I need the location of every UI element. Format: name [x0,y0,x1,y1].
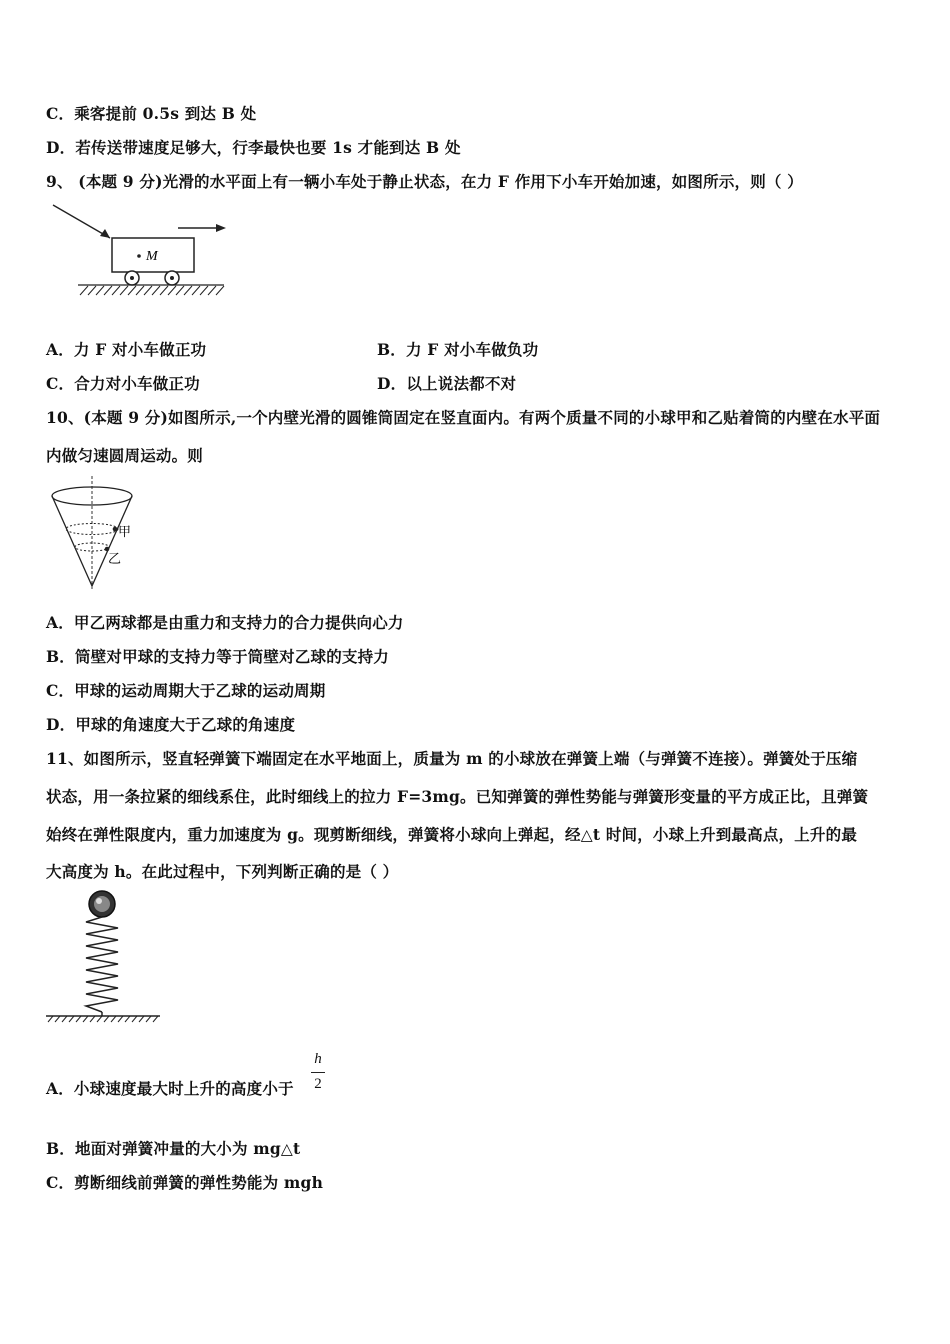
q9-option-d: D．以上说法都不对 [377,374,517,393]
q9-stem: 9、 (本题 9 分)光滑的水平面上有一辆小车处于静止状态，在力 F 作用下小车开始加速，如图所示，则（ ） [46,172,803,191]
q11-option-c: C．剪断细线前弹簧的弹性势能为 mgh [46,1173,324,1192]
q10-option-a: A．甲乙两球都是由重力和支持力的合力提供向心力 [46,613,404,632]
cart-figure [48,200,238,300]
q8-option-c: C．乘客提前 0.5s 到达 B 处 [46,104,257,123]
q9-option-a: A．力 F 对小车做正功 [46,340,207,359]
q10-stem-line1: 10、(本题 9 分)如图所示,一个内壁光滑的圆锥筒固定在竖直面内。有两个质量不同的小球甲和乙贴着筒的内壁在水平面 [46,408,881,427]
q8-option-d: D．若传送带速度足够大，行李最快也要 1s 才能到达 B 处 [46,138,461,157]
fraction-numerator: h [314,1051,322,1067]
q9-option-c: C．合力对小车做正功 [46,374,200,393]
spring-figure [44,888,164,1024]
q10-option-d: D．甲球的角速度大于乙球的角速度 [46,715,296,734]
cart-mass-label: M [146,249,158,264]
q10-option-b: B．筒壁对甲球的支持力等于筒壁对乙球的支持力 [46,647,390,666]
q9-option-b: B．力 F 对小车做负功 [377,340,539,359]
ball-jia-label: 甲 [118,525,132,540]
q10-stem-line2: 内做匀速圆周运动。则 [46,446,204,465]
q10-option-c: C．甲球的运动周期大于乙球的运动周期 [46,681,326,700]
q11-stem-line1: 11、如图所示，竖直轻弹簧下端固定在水平地面上，质量为 m 的小球放在弹簧上端（与弹簧不连接）。弹簧处于压缩 [46,749,858,768]
fraction-denominator: 2 [314,1076,322,1092]
cone-figure [44,474,154,592]
q11-option-b: B．地面对弹簧冲量的大小为 mg△t [46,1139,301,1158]
q11-stem-line2: 状态，用一条拉紧的细线系住，此时细线上的拉力 F=3mg。已知弹簧的弹性势能与弹簧形变量的平方成正比，且弹簧 [46,787,869,806]
ball-yi-label: 乙 [108,552,122,567]
q11-stem-line3: 始终在弹性限度内，重力加速度为 g。现剪断细线，弹簧将小球向上弹起，经△t 时间，小球上升到最高点，上升的最 [46,825,858,844]
fraction-bar [311,1072,325,1073]
q11-option-a: A．小球速度最大时上升的高度小于 [46,1079,294,1098]
q11-stem-line4: 大高度为 h。在此过程中，下列判断正确的是（ ） [46,862,399,881]
